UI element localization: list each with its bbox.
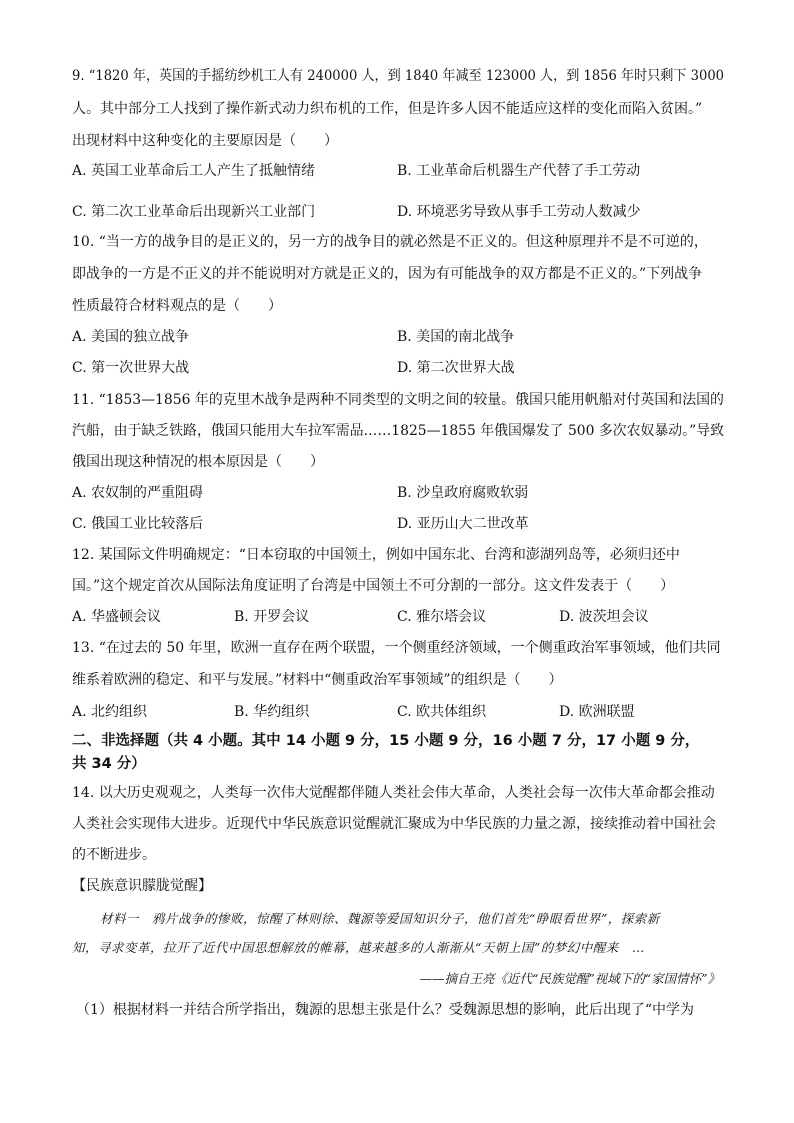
q14-subquestion-1: （1）根据材料一并结合所学指出，魏源的思想主张是什么？受魏源思想的影响，此后出现了“中学为 bbox=[76, 1002, 695, 1018]
q14-material-line-1: 材料一 鸦片战争的惨败，惊醒了林则徐、魏源等爱国知识分子，他们首先“睁眼看世界”，探索新 bbox=[100, 911, 660, 926]
q10-option-b[interactable]: B. 美国的南北战争 bbox=[397, 329, 515, 345]
q14-stem-line-2: 人类社会实现伟大进步。近现代中华民族意识觉醒就汇聚成为中华民族的力量之源，接续推动着中国社会 bbox=[72, 816, 716, 832]
q9-stem-line-1: 9. “1820 年，英国的手摇纺纱机工人有 240000 人，到 1840 年减至 123000 人，到 1856 年时只剩下 3000 bbox=[72, 68, 724, 84]
q14-material-line-2: 知，寻求变革，拉开了近代中国思想解放的帷幕，越来越多的人渐渐从“天朝上国”的梦幻中醒来 … bbox=[72, 940, 645, 955]
q10-option-d[interactable]: D. 第二次世界大战 bbox=[397, 360, 515, 376]
q11-stem-line-1: 11. “1853—1856 年的克里木战争是两种不同类型的文明之间的较量。俄国只能用帆船对付英国和法国的 bbox=[72, 392, 724, 408]
q14-stem-line-1: 14. 以大历史观观之，人类每一次伟大觉醒都伴随人类社会伟大革命，人类社会每一次伟大革命都会推动 bbox=[72, 785, 715, 801]
q9-option-a[interactable]: A. 英国工业革命后工人产生了抵触情绪 bbox=[72, 163, 316, 179]
q12-option-b[interactable]: B. 开罗会议 bbox=[234, 609, 310, 625]
q13-option-b[interactable]: B. 华约组织 bbox=[234, 704, 310, 720]
q9-stem-line-2: 人。其中部分工人找到了操作新式动力织布机的工作，但是许多人因不能适应这样的变化而陷入贫困。” bbox=[72, 101, 703, 117]
q12-stem-line-2: 国。”这个规定首次从国际法角度证明了台湾是中国领土不可分割的一部分。这文件发表于（ ） bbox=[72, 578, 675, 594]
q13-option-d[interactable]: D. 欧洲联盟 bbox=[559, 704, 635, 720]
q12-option-a[interactable]: A. 华盛顿会议 bbox=[72, 609, 162, 625]
q11-stem-line-3: 俄国出现这种情况的根本原因是（ ） bbox=[72, 454, 324, 470]
q10-option-a[interactable]: A. 美国的独立战争 bbox=[72, 329, 190, 345]
section2-heading-line-1: 二、非选择题（共 4 小题。其中 14 小题 9 分，15 小题 9 分，16 小题 7 分，17 小题 9 分， bbox=[72, 733, 700, 749]
q11-option-a[interactable]: A. 农奴制的严重阻碍 bbox=[72, 485, 204, 501]
q11-stem-line-2: 汽船，由于缺乏铁路，俄国只能用大车拉军需品……1825—1855 年俄国爆发了 500 多次农奴暴动。”导致 bbox=[72, 423, 724, 439]
q11-option-c[interactable]: C. 俄国工业比较落后 bbox=[72, 516, 204, 532]
q14-material-source: ——摘自王亮《近代“民族觉醒”视域下的“家国情怀”》 bbox=[419, 971, 720, 986]
q10-stem-line-2: 即战争的一方是不正义的并不能说明对方就是正义的，因为有可能战争的双方都是不正义的。”下列战争 bbox=[72, 266, 703, 282]
q9-option-d[interactable]: D. 环境恶劣导致从事手工劳动人数减少 bbox=[397, 204, 641, 220]
q11-option-d[interactable]: D. 亚历山大二世改革 bbox=[397, 516, 529, 532]
q13-option-a[interactable]: A. 北约组织 bbox=[72, 704, 148, 720]
q12-option-c[interactable]: C. 雅尔塔会议 bbox=[397, 609, 487, 625]
q13-option-c[interactable]: C. 欧共体组织 bbox=[397, 704, 487, 720]
q10-stem-line-1: 10. “当一方的战争目的是正义的，另一方的战争目的就必然是不正义的。但这种原理并不是不可逆的， bbox=[72, 234, 708, 250]
section2-heading-line-2: 共 34 分） bbox=[72, 756, 146, 772]
q9-option-b[interactable]: B. 工业革命后机器生产代替了手工劳动 bbox=[397, 163, 641, 179]
q9-option-c[interactable]: C. 第二次工业革命后出现新兴工业部门 bbox=[72, 204, 316, 220]
q12-stem-line-1: 12. 某国际文件明确规定：“日本窃取的中国领土，例如中国东北、台湾和澎湖列岛等，必须归还中 bbox=[72, 547, 680, 563]
q14-stem-line-3: 的不断进步。 bbox=[72, 847, 156, 863]
q12-option-d[interactable]: D. 波茨坦会议 bbox=[559, 609, 649, 625]
q11-option-b[interactable]: B. 沙皇政府腐败软弱 bbox=[397, 485, 529, 501]
q14-section-heading: 【民族意识朦胧觉醒】 bbox=[72, 878, 212, 894]
q13-stem-line-1: 13. “在过去的 50 年里，欧洲一直存在两个联盟，一个侧重经济领域，一个侧重政治军事领域，他们共同 bbox=[72, 640, 721, 656]
q10-option-c[interactable]: C. 第一次世界大战 bbox=[72, 360, 190, 376]
q9-stem-line-3: 出现材料中这种变化的主要原因是（ ） bbox=[72, 133, 338, 149]
q10-stem-line-3: 性质最符合材料观点的是（ ） bbox=[72, 298, 282, 314]
q13-stem-line-2: 维系着欧洲的稳定、和平与发展。”材料中“侧重政治军事领域”的组织是（ ） bbox=[72, 672, 563, 688]
